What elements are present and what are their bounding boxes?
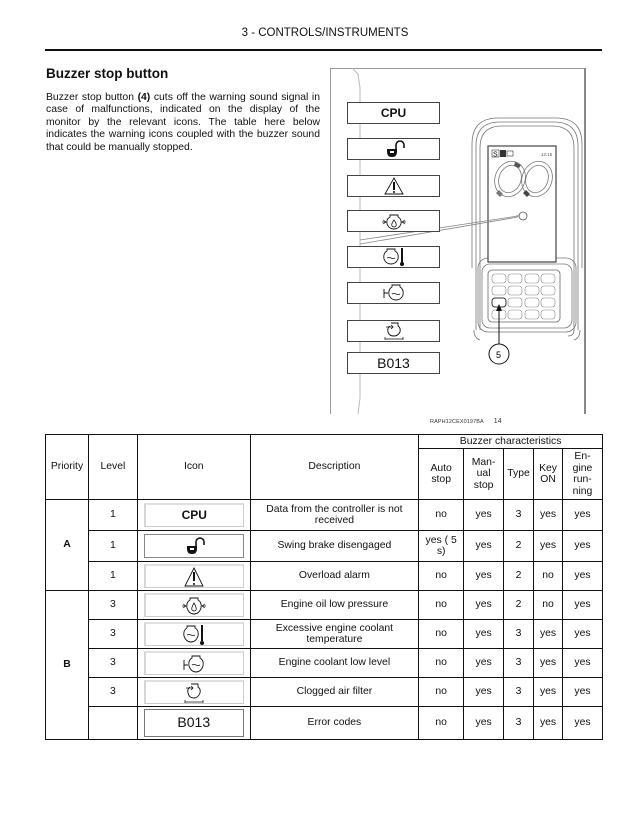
icon-cell bbox=[137, 500, 250, 531]
header-icon: Icon bbox=[137, 435, 250, 500]
header-key-on: Key ON bbox=[534, 449, 563, 500]
engine-running-cell: yes bbox=[563, 678, 603, 707]
icon-frame bbox=[144, 534, 244, 558]
engine-running-cell: yes bbox=[563, 620, 603, 649]
manual-stop-cell: yes bbox=[464, 707, 504, 740]
engine-running-cell: yes bbox=[563, 591, 603, 620]
icon-frame bbox=[144, 651, 244, 675]
icon-frame bbox=[144, 593, 244, 617]
cpu-text-icon: CPU bbox=[144, 503, 244, 527]
engine-running-cell: yes bbox=[563, 531, 603, 562]
priority-cell-b: B bbox=[46, 591, 89, 740]
type-cell: 2 bbox=[504, 562, 534, 591]
air-filter-clogged-icon bbox=[382, 321, 406, 341]
header-auto-stop: Auto stop bbox=[419, 449, 464, 500]
key-on-cell: yes bbox=[534, 500, 563, 531]
figure-coolant-level-box bbox=[347, 282, 440, 304]
table-row bbox=[46, 707, 603, 740]
auto-stop-cell: no bbox=[419, 620, 464, 649]
key-on-cell: yes bbox=[534, 678, 563, 707]
type-cell: 2 bbox=[504, 591, 534, 620]
auto-stop-cell: yes ( 5 s) bbox=[419, 531, 464, 562]
key-on-cell: yes bbox=[534, 620, 563, 649]
icon-frame bbox=[144, 622, 244, 646]
auto-stop-cell: no bbox=[419, 707, 464, 740]
figure-error-code-box: B013 bbox=[347, 352, 440, 374]
type-cell: 3 bbox=[504, 678, 534, 707]
engine-running-cell: yes bbox=[563, 707, 603, 740]
auto-stop-cell: no bbox=[419, 678, 464, 707]
page-header-title: 3 - CONTROLS/INSTRUMENTS bbox=[241, 27, 409, 39]
header-buzzer-characteristics: Buzzer characteristics bbox=[419, 435, 603, 449]
level-cell: 3 bbox=[88, 678, 137, 707]
engine-coolant-temperature-icon bbox=[182, 624, 206, 646]
error-code-text-icon: B013 bbox=[144, 709, 244, 737]
type-cell: 3 bbox=[504, 500, 534, 531]
level-cell: 3 bbox=[88, 620, 137, 649]
manual-stop-cell: yes bbox=[464, 562, 504, 591]
level-cell: 1 bbox=[88, 500, 137, 531]
manual-stop-cell: yes bbox=[464, 531, 504, 562]
figure-oil-pressure-box bbox=[347, 210, 440, 232]
table-row bbox=[46, 531, 603, 562]
header-level: Level bbox=[88, 435, 137, 500]
table-row bbox=[46, 500, 603, 531]
warning-triangle-icon bbox=[184, 567, 204, 587]
priority-cell-a: A bbox=[46, 500, 89, 591]
intro-prefix: Buzzer stop button bbox=[46, 92, 138, 103]
icon-cell bbox=[137, 620, 250, 649]
warning-triangle-icon bbox=[384, 177, 404, 195]
figure-swing-brake-box bbox=[347, 138, 440, 160]
description-cell: Clogged air filter bbox=[250, 678, 419, 707]
auto-stop-cell: no bbox=[419, 500, 464, 531]
engine-oil-pressure-icon bbox=[380, 212, 408, 230]
key-on-cell: no bbox=[534, 562, 563, 591]
engine-running-cell: yes bbox=[563, 649, 603, 678]
figure-coolant-temp-box bbox=[347, 246, 440, 268]
level-cell: 3 bbox=[88, 591, 137, 620]
icon-cell bbox=[137, 591, 250, 620]
icon-frame bbox=[144, 564, 244, 588]
monitor-clock: 12:15 bbox=[541, 152, 553, 157]
level-cell: 1 bbox=[88, 531, 137, 562]
auto-stop-cell: no bbox=[419, 562, 464, 591]
engine-running-cell: yes bbox=[563, 500, 603, 531]
description-cell: Data from the controller is not received bbox=[250, 500, 419, 531]
table-row bbox=[46, 620, 603, 649]
key-on-cell: yes bbox=[534, 531, 563, 562]
icon-cell bbox=[137, 531, 250, 562]
header-type: Type bbox=[504, 449, 534, 500]
description-cell: Engine coolant low level bbox=[250, 649, 419, 678]
description-cell: Excessive engine coolant temperature bbox=[250, 620, 419, 649]
level-cell: 1 bbox=[88, 562, 137, 591]
description-cell: Overload alarm bbox=[250, 562, 419, 591]
intro-body: cuts off the warning sound signal in case of malfunctions, indicated on the display of the monitor by the relevant icons. The table here below indicates the warning icons coupled with the buzzer sound that could be manually stopped. bbox=[46, 92, 320, 153]
figure-number: 14 bbox=[493, 418, 502, 425]
figure-cpu-box: CPU bbox=[347, 102, 440, 124]
key-on-cell: yes bbox=[534, 707, 563, 740]
icon-cell bbox=[137, 678, 250, 707]
figure-warning-box bbox=[347, 175, 440, 197]
key-on-cell: no bbox=[534, 591, 563, 620]
section-title: Buzzer stop button bbox=[46, 66, 169, 81]
manual-stop-cell: yes bbox=[464, 678, 504, 707]
manual-stop-cell: yes bbox=[464, 591, 504, 620]
engine-coolant-temperature-icon bbox=[382, 247, 406, 267]
header-description: Description bbox=[250, 435, 419, 500]
key-on-cell: yes bbox=[534, 649, 563, 678]
engine-oil-pressure-icon bbox=[180, 596, 208, 616]
engine-running-cell: yes bbox=[563, 562, 603, 591]
header-engine-running: En- gine run- ning bbox=[563, 449, 603, 500]
table-row bbox=[46, 591, 603, 620]
engine-coolant-level-icon bbox=[181, 654, 207, 674]
swing-brake-unlocked-icon bbox=[182, 537, 206, 555]
type-cell: 3 bbox=[504, 649, 534, 678]
intro-reference: (4) bbox=[137, 92, 151, 103]
manual-stop-cell: yes bbox=[464, 649, 504, 678]
auto-stop-cell: no bbox=[419, 591, 464, 620]
engine-coolant-level-icon bbox=[381, 283, 407, 303]
figure-caption-code: RAPH12CEX0197BA bbox=[430, 419, 484, 425]
table-row bbox=[46, 649, 603, 678]
swing-brake-unlocked-icon bbox=[382, 140, 406, 158]
icon-cell bbox=[137, 562, 250, 591]
level-cell bbox=[88, 707, 137, 740]
type-cell: 3 bbox=[504, 707, 534, 740]
intro-paragraph bbox=[46, 92, 320, 154]
manual-stop-cell: yes bbox=[464, 500, 504, 531]
type-cell: 2 bbox=[504, 531, 534, 562]
description-cell: Swing brake disengaged bbox=[250, 531, 419, 562]
figure-caption bbox=[430, 418, 502, 425]
air-filter-clogged-icon bbox=[182, 682, 206, 704]
icon-frame bbox=[144, 680, 244, 704]
callout-number: 5 bbox=[496, 350, 502, 360]
header-divider bbox=[45, 49, 602, 51]
icon-cell bbox=[137, 707, 250, 740]
description-cell: Engine oil low pressure bbox=[250, 591, 419, 620]
description-cell: Error codes bbox=[250, 707, 419, 740]
table-row bbox=[46, 678, 603, 707]
table-row bbox=[46, 562, 603, 591]
type-cell: 3 bbox=[504, 620, 534, 649]
level-cell: 3 bbox=[88, 649, 137, 678]
auto-stop-cell: no bbox=[419, 649, 464, 678]
buzzer-characteristics-table bbox=[45, 434, 603, 740]
monitor-status-letter: S bbox=[493, 151, 498, 159]
icon-cell bbox=[137, 649, 250, 678]
header-priority: Priority bbox=[46, 435, 89, 500]
figure-air-filter-box bbox=[347, 320, 440, 342]
manual-stop-cell: yes bbox=[464, 620, 504, 649]
header-manual-stop: Man- ual stop bbox=[464, 449, 504, 500]
